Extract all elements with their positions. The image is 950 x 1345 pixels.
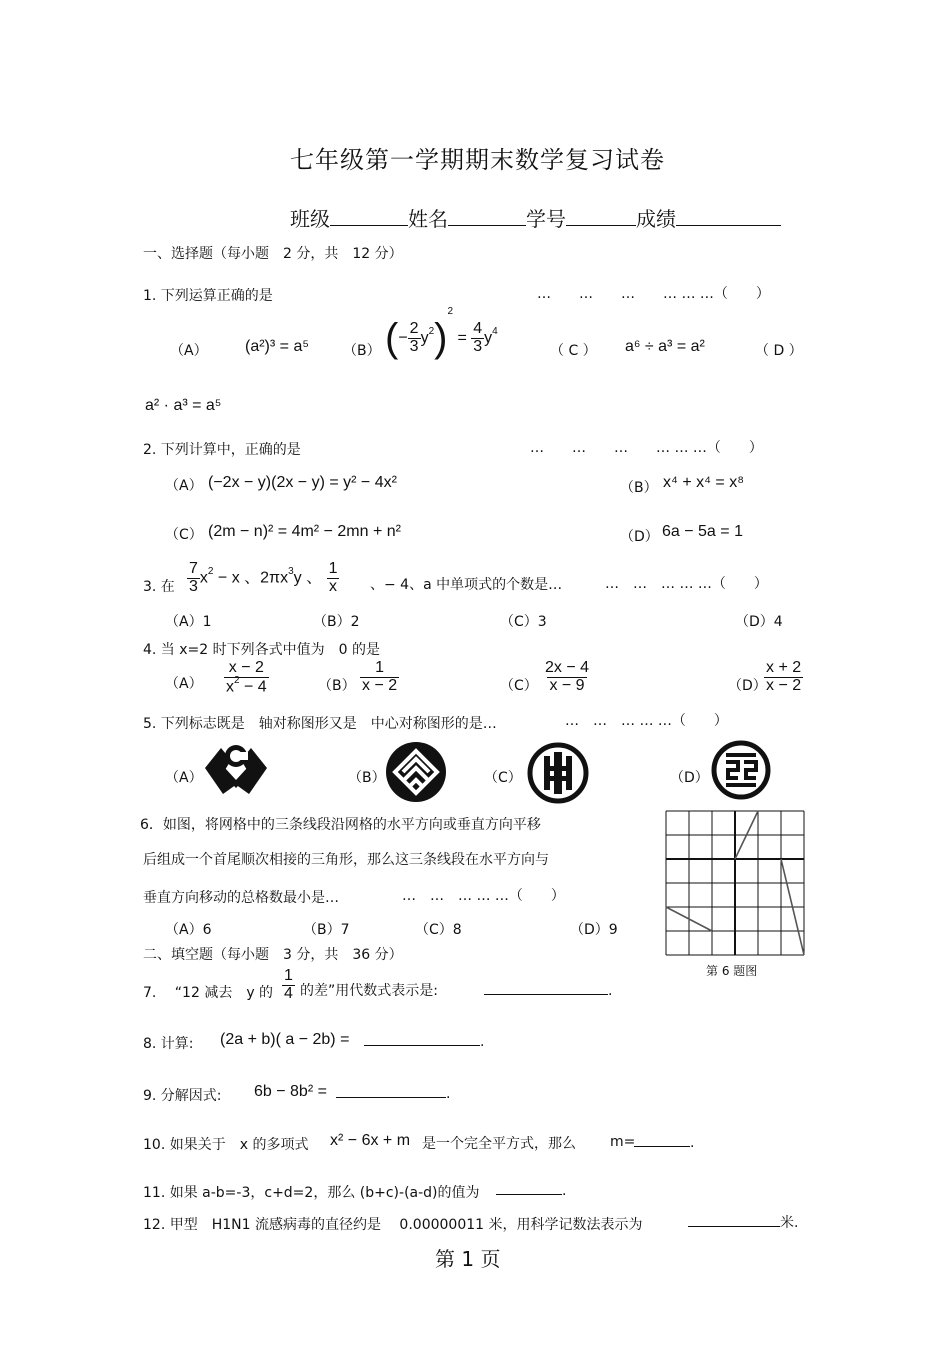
q9-label: 9. 分解因式: [143, 1088, 222, 1104]
q6-line2: 后组成一个首尾顺次相接的三角形，那么这三条线段在水平方向与 [143, 852, 549, 868]
q8-label: 8. 计算: [143, 1036, 194, 1052]
q6-option-a: （A）6 [165, 922, 212, 938]
q3-option-d: （D）4 [735, 614, 783, 630]
q4-option-d-label: （D） [728, 678, 767, 694]
q2-option-d: 6a − 5a = 1 [662, 523, 743, 540]
name-label: 姓名 [408, 207, 448, 231]
q8-expression: (2a + b)( a − 2b) = [220, 1031, 350, 1048]
q7-text-a: 7. “12 减去 y 的 [143, 985, 274, 1001]
class-label: 班级 [290, 207, 330, 231]
q10-m-label: m= [610, 1134, 636, 1150]
q5-stem: 5. 下列标志既是 轴对称图形又是 中心对称图形的是… [143, 716, 497, 732]
q4-option-b-label: （B） [318, 678, 356, 694]
page-footer: 第 1 页 [435, 1247, 501, 1271]
q9-expression: 6b − 8b² = [254, 1083, 327, 1100]
q2-option-a-label: （A） [165, 478, 203, 494]
q2-option-d-label: （D） [620, 529, 659, 545]
q3-tail: 、− 4、a 中单项式的个数是… [370, 577, 563, 593]
q2-option-c: (2m − n)² = 4m² − 2mn + n² [208, 523, 401, 540]
q1-option-d: a² · a³ = a⁵ [145, 397, 222, 414]
q3-expressions: $\frac{7}{3}$ $x^2 - x$ 、$2\pi x^3y$ 、 $\frac{1}{x}$ [189, 560, 338, 595]
q4-option-a-label: （A） [165, 676, 203, 692]
q4-stem: 4. 当 x=2 时下列各式中值为 0 的是 [143, 642, 380, 658]
q6-grid-figure [665, 810, 805, 956]
q12-text: 12. 甲型 H1N1 流感病毒的直径约是 0.00000011 米，用科学记数法表示为 [143, 1217, 643, 1233]
q11-answer-blank[interactable]: . [496, 1180, 566, 1199]
q3-option-b: （B）2 [313, 614, 360, 630]
page-title: 七年级第一学期期末数学复习试卷 [290, 146, 665, 174]
q5-dots: … … … … …（ ） [565, 713, 728, 729]
q6-figure-caption: 第 6 题图 [706, 964, 758, 978]
q7-fraction: $\frac{1}{4}$ [284, 967, 293, 1002]
student-info-line [290, 203, 781, 232]
q4-option-c-label: （C） [500, 678, 538, 694]
q4-option-a: $\frac{x - 2}{x^2 - 4}$ [226, 659, 267, 696]
logo-a-icon [203, 738, 269, 796]
q9-answer-blank[interactable]: . [336, 1083, 450, 1102]
q3-option-c: （C）3 [500, 614, 547, 630]
q5-option-a-label: （A） [165, 770, 203, 786]
q1-option-c-label: （ C ） [550, 343, 597, 359]
paren-left: ( [385, 316, 399, 360]
q1-option-c: a⁶ ÷ a³ = a² [625, 338, 705, 355]
q8-answer-blank[interactable]: . [364, 1031, 484, 1050]
q10-expression: x² − 6x + m [330, 1132, 411, 1149]
q3-option-a: （A）1 [165, 614, 212, 630]
q12-answer-blank[interactable] [688, 1212, 798, 1232]
section-choice-heading: 一、选择题（每小题 2 分，共 12 分） [143, 246, 403, 262]
q3-dots: … … … … …（ ） [605, 576, 768, 592]
q1-option-b-label: （B） [343, 343, 381, 359]
q12-unit: 米. [780, 1215, 799, 1231]
q6-option-b: （B）7 [303, 922, 350, 938]
q6-option-c: （C）8 [415, 922, 462, 938]
q10-text-b: 是一个完全平方式，那么 [422, 1136, 576, 1152]
q1-option-a-label: （A） [170, 343, 208, 359]
q2-option-c-label: （C） [165, 527, 203, 543]
id-blank[interactable] [566, 211, 636, 226]
q6-line3: 垂直方向移动的总格数最小是… [143, 890, 339, 906]
q6-option-d: （D）9 [570, 922, 618, 938]
logo-c-icon [527, 742, 589, 804]
q6-dots: … … … … …（ ） [402, 888, 565, 904]
q5-option-b-label: （B） [348, 770, 386, 786]
q6-line1: 6．如图，将网格中的三条线段沿网格的水平方向或垂直方向平移 [140, 817, 541, 833]
q1-option-a: (a²)³ = a⁵ [245, 338, 309, 355]
q1-option-b: (− $\frac{2}{3}$ $y^2)^2$ = $\frac{4}{3}$ $y^4$ [385, 306, 498, 360]
q7-answer-blank[interactable]: . [484, 980, 612, 999]
q1-dots: … … … … … …（ ） [537, 286, 770, 302]
logo-b-icon [385, 741, 447, 803]
score-label: 成绩 [636, 207, 676, 231]
q5-option-c-label: （C） [484, 770, 522, 786]
q4-option-d: $\frac{x + 2}{x - 2}$ [766, 659, 802, 694]
q7-text-b: 的差”用代数式表示是: [300, 983, 438, 999]
id-label: 学号 [526, 207, 566, 231]
q5-option-d-label: （D） [670, 770, 709, 786]
class-blank[interactable] [330, 211, 408, 226]
name-blank[interactable] [448, 211, 526, 226]
section-fill-heading: 二、填空题（每小题 3 分，共 36 分） [143, 947, 403, 963]
q4-option-c: $\frac{2x - 4}{x - 9}$ [545, 659, 590, 694]
q2-option-a: (−2x − y)(2x − y) = y² − 4x² [208, 474, 397, 491]
q3-prefix: 3. 在 [143, 579, 175, 595]
q2-stem: 2. 下列计算中，正确的是 [143, 442, 301, 458]
score-blank[interactable] [676, 211, 781, 226]
logo-d-icon [711, 740, 771, 800]
q2-dots: … … … … … …（ ） [530, 440, 763, 456]
q4-option-b: $\frac{1}{x - 2}$ [362, 659, 398, 694]
q1-stem: 1. 下列运算正确的是 [143, 288, 273, 304]
q2-option-b: x⁴ + x⁴ = x⁸ [663, 474, 744, 491]
q10-answer-blank[interactable]: . [634, 1132, 694, 1151]
q11-text: 11. 如果 a-b=-3，c+d=2，那么 (b+c)-(a-d)的值为 [143, 1185, 480, 1201]
q2-option-b-label: （B） [620, 480, 658, 496]
paren-right: ) [434, 316, 448, 360]
q10-text-a: 10. 如果关于 x 的多项式 [143, 1137, 309, 1153]
q1-option-d-label: （ D ） [755, 343, 803, 359]
